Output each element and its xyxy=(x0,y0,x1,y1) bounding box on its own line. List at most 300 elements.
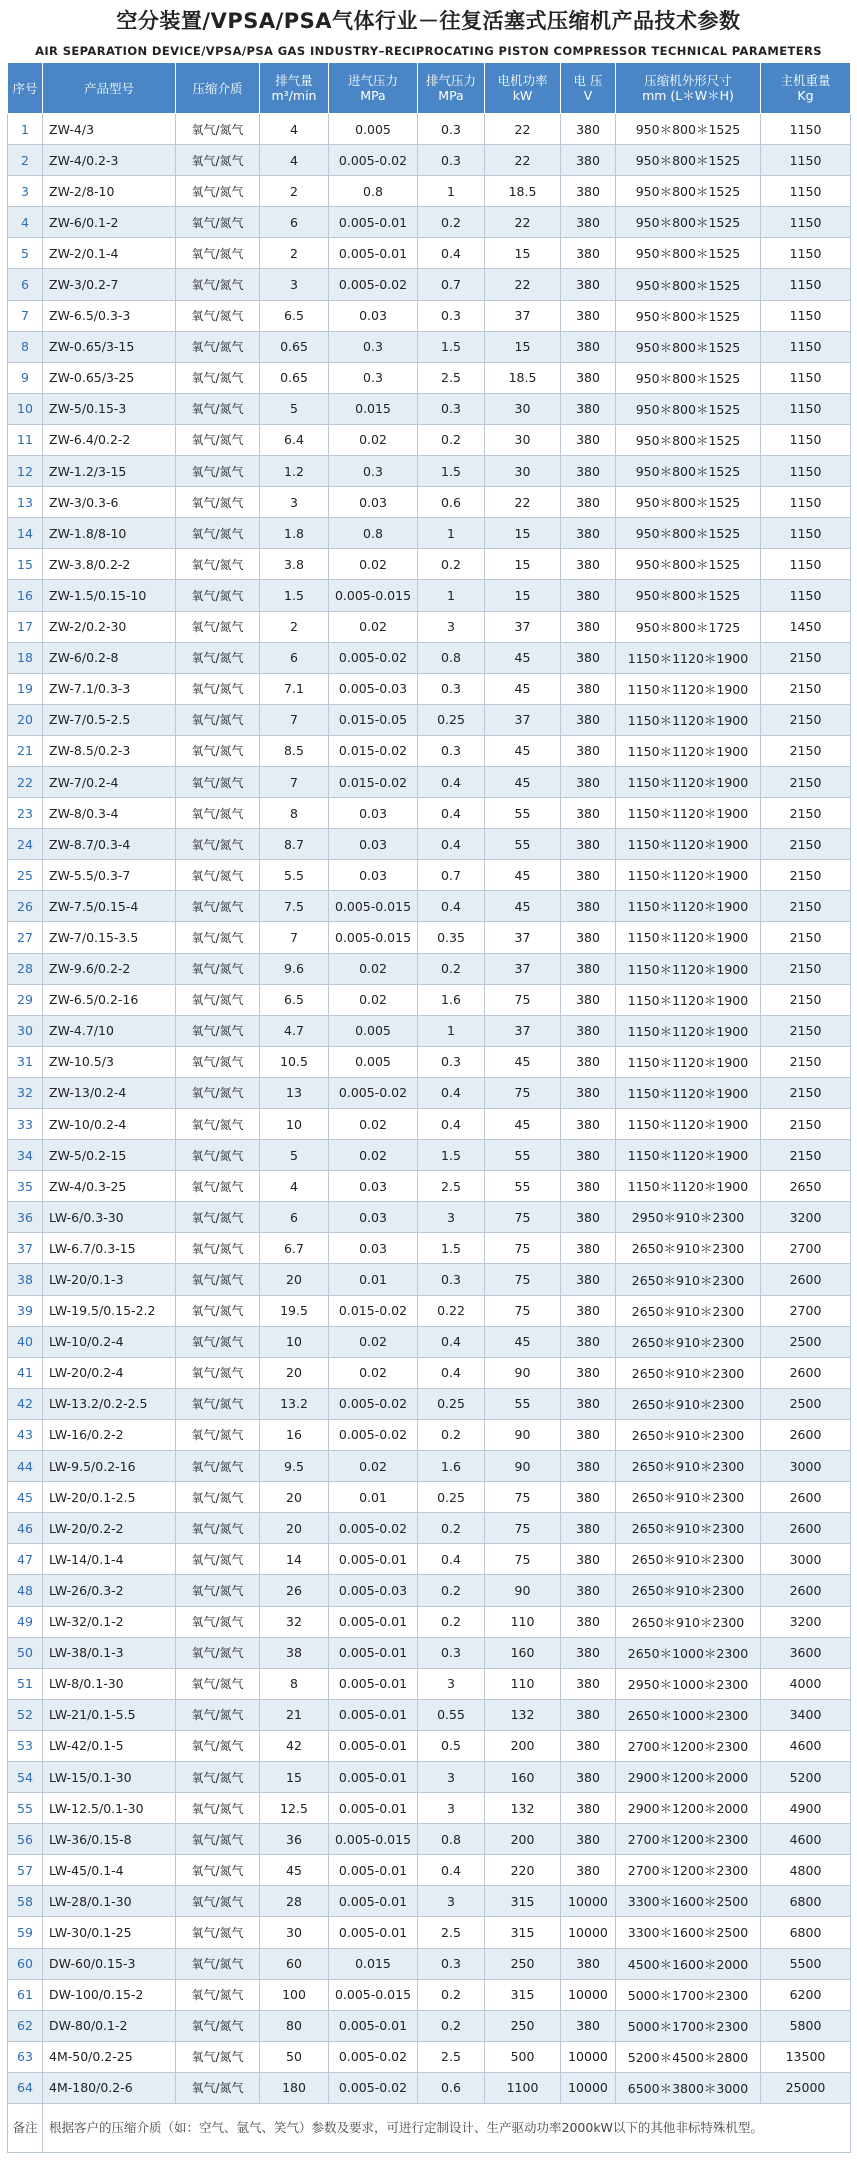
dimensions-cell: 2650＊910＊2300 xyxy=(616,1482,761,1513)
dimensions-cell: 1150＊1120＊1900 xyxy=(616,1140,761,1171)
displacement-cell: 9.5 xyxy=(260,1451,329,1482)
row-index: 11 xyxy=(8,424,43,455)
table-row xyxy=(8,735,851,766)
header-label: 进气压力 xyxy=(347,73,398,88)
voltage-cell: 380 xyxy=(561,984,616,1015)
row-index: 62 xyxy=(8,2010,43,2041)
dimensions-cell: 2700＊1200＊2300 xyxy=(616,1824,761,1855)
header-unit: kW xyxy=(512,88,533,103)
table-row xyxy=(8,704,851,735)
table-row xyxy=(8,860,851,891)
row-index: 63 xyxy=(8,2041,43,2072)
model-cell: ZW-3/0.2-7 xyxy=(43,269,176,300)
table-row xyxy=(8,953,851,984)
displacement-cell: 30 xyxy=(260,1917,329,1948)
motor-power-cell: 220 xyxy=(485,1855,561,1886)
outlet-pressure-cell: 0.2 xyxy=(418,1575,485,1606)
medium-cell: 氧气/氮气 xyxy=(176,766,260,797)
medium-cell: 氧气/氮气 xyxy=(176,114,260,145)
voltage-cell: 380 xyxy=(561,1202,616,1233)
inlet-pressure-cell: 0.015 xyxy=(329,1948,418,1979)
outlet-pressure-cell: 0.4 xyxy=(418,1855,485,1886)
header-label: 电机功率 xyxy=(497,73,548,88)
motor-power-cell: 18.5 xyxy=(485,176,561,207)
medium-cell: 氧气/氮气 xyxy=(176,2041,260,2072)
outlet-pressure-cell: 3 xyxy=(418,1886,485,1917)
weight-cell: 6200 xyxy=(761,1979,851,2010)
medium-cell: 氧气/氮气 xyxy=(176,2072,260,2103)
model-cell: 4M-50/0.2-25 xyxy=(43,2041,176,2072)
displacement-cell: 20 xyxy=(260,1264,329,1295)
inlet-pressure-cell: 0.005-0.02 xyxy=(329,269,418,300)
dimensions-cell: 950＊800＊1525 xyxy=(616,518,761,549)
model-cell: ZW-8.5/0.2-3 xyxy=(43,735,176,766)
row-index: 57 xyxy=(8,1855,43,1886)
displacement-cell: 6 xyxy=(260,642,329,673)
dimensions-cell: 1150＊1120＊1900 xyxy=(616,922,761,953)
medium-cell: 氧气/氮气 xyxy=(176,2010,260,2041)
outlet-pressure-cell: 0.7 xyxy=(418,269,485,300)
voltage-cell: 380 xyxy=(561,1140,616,1171)
medium-cell: 氧气/氮气 xyxy=(176,1761,260,1792)
model-cell: LW-19.5/0.15-2.2 xyxy=(43,1295,176,1326)
medium-cell: 氧气/氮气 xyxy=(176,798,260,829)
medium-cell: 氧气/氮气 xyxy=(176,207,260,238)
table-row xyxy=(8,1544,851,1575)
voltage-cell: 10000 xyxy=(561,1886,616,1917)
outlet-pressure-cell: 0.3 xyxy=(418,735,485,766)
dimensions-cell: 3300＊1600＊2500 xyxy=(616,1886,761,1917)
inlet-pressure-cell: 0.005-0.01 xyxy=(329,1793,418,1824)
outlet-pressure-cell: 0.4 xyxy=(418,238,485,269)
voltage-cell: 380 xyxy=(561,766,616,797)
model-cell: ZW-6.5/0.3-3 xyxy=(43,300,176,331)
table-row xyxy=(8,1824,851,1855)
outlet-pressure-cell: 1 xyxy=(418,1015,485,1046)
inlet-pressure-cell: 0.005-0.01 xyxy=(329,1699,418,1730)
row-index: 59 xyxy=(8,1917,43,1948)
table-row xyxy=(8,1513,851,1544)
medium-cell: 氧气/氮气 xyxy=(176,487,260,518)
model-cell: LW-10/0.2-4 xyxy=(43,1326,176,1357)
voltage-cell: 380 xyxy=(561,1046,616,1077)
outlet-pressure-cell: 0.4 xyxy=(418,766,485,797)
medium-cell: 氧气/氮气 xyxy=(176,1575,260,1606)
displacement-cell: 3 xyxy=(260,269,329,300)
outlet-pressure-cell: 1.5 xyxy=(418,331,485,362)
model-cell: LW-45/0.1-4 xyxy=(43,1855,176,1886)
voltage-cell: 380 xyxy=(561,1482,616,1513)
displacement-cell: 3 xyxy=(260,487,329,518)
table-row xyxy=(8,1979,851,2010)
motor-power-cell: 75 xyxy=(485,1482,561,1513)
dimensions-cell: 1150＊1120＊1900 xyxy=(616,704,761,735)
motor-power-cell: 22 xyxy=(485,114,561,145)
inlet-pressure-cell: 0.03 xyxy=(329,300,418,331)
inlet-pressure-cell: 0.02 xyxy=(329,424,418,455)
outlet-pressure-cell: 0.8 xyxy=(418,642,485,673)
voltage-cell: 10000 xyxy=(561,2072,616,2103)
model-cell: ZW-1.5/0.15-10 xyxy=(43,580,176,611)
outlet-pressure-cell: 0.7 xyxy=(418,860,485,891)
displacement-cell: 14 xyxy=(260,1544,329,1575)
model-cell: ZW-6/0.1-2 xyxy=(43,207,176,238)
inlet-pressure-cell: 0.005-0.02 xyxy=(329,1513,418,1544)
weight-cell: 4600 xyxy=(761,1824,851,1855)
model-cell: ZW-7.5/0.15-4 xyxy=(43,891,176,922)
motor-power-cell: 55 xyxy=(485,1388,561,1419)
model-cell: ZW-9.6/0.2-2 xyxy=(43,953,176,984)
model-cell: LW-14/0.1-4 xyxy=(43,1544,176,1575)
inlet-pressure-cell: 0.02 xyxy=(329,1357,418,1388)
inlet-pressure-cell: 0.005-0.02 xyxy=(329,2072,418,2103)
inlet-pressure-cell: 0.005-0.02 xyxy=(329,1388,418,1419)
model-cell: LW-12.5/0.1-30 xyxy=(43,1793,176,1824)
row-index: 38 xyxy=(8,1264,43,1295)
row-index: 48 xyxy=(8,1575,43,1606)
outlet-pressure-cell: 2.5 xyxy=(418,1917,485,1948)
displacement-cell: 9.6 xyxy=(260,953,329,984)
table-row xyxy=(8,1326,851,1357)
medium-cell: 氧气/氮气 xyxy=(176,300,260,331)
medium-cell: 氧气/氮气 xyxy=(176,549,260,580)
motor-power-cell: 75 xyxy=(485,1295,561,1326)
header-unit: mm (L＊W＊H) xyxy=(642,88,734,103)
weight-cell: 3000 xyxy=(761,1544,851,1575)
table-row xyxy=(8,2010,851,2041)
table-row xyxy=(8,207,851,238)
row-index: 22 xyxy=(8,766,43,797)
motor-power-cell: 250 xyxy=(485,1948,561,1979)
displacement-cell: 3.8 xyxy=(260,549,329,580)
model-cell: ZW-1.8/8-10 xyxy=(43,518,176,549)
medium-cell: 氧气/氮气 xyxy=(176,1171,260,1202)
displacement-cell: 7 xyxy=(260,922,329,953)
dimensions-cell: 2650＊910＊2300 xyxy=(616,1388,761,1419)
note-text: 根据客户的压缩介质（如：空气、氩气、笑气）参数及要求，可进行定制设计、生产驱动功率2000kW以下的其他非标特殊机型。 xyxy=(43,2104,851,2153)
inlet-pressure-cell: 0.02 xyxy=(329,1451,418,1482)
row-index: 36 xyxy=(8,1202,43,1233)
inlet-pressure-cell: 0.015 xyxy=(329,393,418,424)
dimensions-cell: 4500＊1600＊2000 xyxy=(616,1948,761,1979)
motor-power-cell: 15 xyxy=(485,331,561,362)
table-body xyxy=(8,114,851,2153)
model-cell: ZW-4.7/10 xyxy=(43,1015,176,1046)
medium-cell: 氧气/氮气 xyxy=(176,269,260,300)
dimensions-cell: 950＊800＊1525 xyxy=(616,238,761,269)
outlet-pressure-cell: 0.55 xyxy=(418,1699,485,1730)
row-index: 49 xyxy=(8,1606,43,1637)
header-label: 压缩介质 xyxy=(192,80,243,96)
weight-cell: 1150 xyxy=(761,238,851,269)
weight-cell: 4900 xyxy=(761,1793,851,1824)
table-row xyxy=(8,1077,851,1108)
motor-power-cell: 315 xyxy=(485,1917,561,1948)
table-row xyxy=(8,1140,851,1171)
outlet-pressure-cell: 1.6 xyxy=(418,984,485,1015)
dimensions-cell: 950＊800＊1525 xyxy=(616,207,761,238)
model-cell: LW-26/0.3-2 xyxy=(43,1575,176,1606)
voltage-cell: 380 xyxy=(561,891,616,922)
inlet-pressure-cell: 0.03 xyxy=(329,798,418,829)
col-motor-power-header xyxy=(485,63,561,114)
model-cell: ZW-4/0.2-3 xyxy=(43,145,176,176)
medium-cell: 氧气/氮气 xyxy=(176,456,260,487)
voltage-cell: 380 xyxy=(561,1761,616,1792)
inlet-pressure-cell: 0.005 xyxy=(329,1046,418,1077)
model-cell: ZW-10/0.2-4 xyxy=(43,1109,176,1140)
col-dimensions-header xyxy=(616,63,761,114)
voltage-cell: 380 xyxy=(561,735,616,766)
motor-power-cell: 22 xyxy=(485,269,561,300)
medium-cell: 氧气/氮气 xyxy=(176,238,260,269)
voltage-cell: 380 xyxy=(561,300,616,331)
weight-cell: 2650 xyxy=(761,1171,851,1202)
outlet-pressure-cell: 0.2 xyxy=(418,207,485,238)
table-row xyxy=(8,673,851,704)
table-row xyxy=(8,1419,851,1450)
inlet-pressure-cell: 0.02 xyxy=(329,984,418,1015)
weight-cell: 5200 xyxy=(761,1761,851,1792)
row-index: 58 xyxy=(8,1886,43,1917)
model-cell: LW-20/0.1-3 xyxy=(43,1264,176,1295)
motor-power-cell: 160 xyxy=(485,1761,561,1792)
dimensions-cell: 2650＊910＊2300 xyxy=(616,1544,761,1575)
dimensions-cell: 2650＊910＊2300 xyxy=(616,1451,761,1482)
outlet-pressure-cell: 0.4 xyxy=(418,891,485,922)
weight-cell: 1150 xyxy=(761,549,851,580)
motor-power-cell: 37 xyxy=(485,1015,561,1046)
dimensions-cell: 2700＊1200＊2300 xyxy=(616,1855,761,1886)
voltage-cell: 380 xyxy=(561,611,616,642)
weight-cell: 2150 xyxy=(761,735,851,766)
dimensions-cell: 950＊800＊1525 xyxy=(616,549,761,580)
table-header xyxy=(8,63,851,114)
weight-cell: 2700 xyxy=(761,1295,851,1326)
inlet-pressure-cell: 0.005-0.01 xyxy=(329,1544,418,1575)
header-unit: MPa xyxy=(360,88,386,103)
voltage-cell: 380 xyxy=(561,1637,616,1668)
col-weight-header xyxy=(761,63,851,114)
displacement-cell: 100 xyxy=(260,1979,329,2010)
motor-power-cell: 200 xyxy=(485,1824,561,1855)
voltage-cell: 380 xyxy=(561,487,616,518)
inlet-pressure-cell: 0.005-0.01 xyxy=(329,1668,418,1699)
motor-power-cell: 110 xyxy=(485,1668,561,1699)
outlet-pressure-cell: 1 xyxy=(418,580,485,611)
inlet-pressure-cell: 0.005 xyxy=(329,114,418,145)
col-voltage-header xyxy=(561,63,616,114)
motor-power-cell: 15 xyxy=(485,238,561,269)
dimensions-cell: 1150＊1120＊1900 xyxy=(616,984,761,1015)
model-cell: ZW-6/0.2-8 xyxy=(43,642,176,673)
table-row xyxy=(8,1948,851,1979)
voltage-cell: 380 xyxy=(561,673,616,704)
row-index: 55 xyxy=(8,1793,43,1824)
row-index: 44 xyxy=(8,1451,43,1482)
dimensions-cell: 1150＊1120＊1900 xyxy=(616,1046,761,1077)
inlet-pressure-cell: 0.03 xyxy=(329,860,418,891)
model-cell: LW-6.7/0.3-15 xyxy=(43,1233,176,1264)
weight-cell: 2150 xyxy=(761,673,851,704)
model-cell: ZW-2/8-10 xyxy=(43,176,176,207)
medium-cell: 氧气/氮气 xyxy=(176,1855,260,1886)
motor-power-cell: 37 xyxy=(485,953,561,984)
dimensions-cell: 2700＊1200＊2300 xyxy=(616,1730,761,1761)
model-cell: LW-9.5/0.2-16 xyxy=(43,1451,176,1482)
outlet-pressure-cell: 2.5 xyxy=(418,362,485,393)
displacement-cell: 6 xyxy=(260,207,329,238)
voltage-cell: 380 xyxy=(561,829,616,860)
weight-cell: 2500 xyxy=(761,1326,851,1357)
weight-cell: 1150 xyxy=(761,362,851,393)
dimensions-cell: 1150＊1120＊1900 xyxy=(616,1171,761,1202)
inlet-pressure-cell: 0.005-0.015 xyxy=(329,1824,418,1855)
table-row xyxy=(8,1917,851,1948)
voltage-cell: 380 xyxy=(561,1357,616,1388)
col-model-header xyxy=(43,63,176,114)
row-index: 61 xyxy=(8,1979,43,2010)
motor-power-cell: 75 xyxy=(485,1544,561,1575)
displacement-cell: 4 xyxy=(260,114,329,145)
displacement-cell: 10 xyxy=(260,1109,329,1140)
model-cell: ZW-0.65/3-15 xyxy=(43,331,176,362)
weight-cell: 5500 xyxy=(761,1948,851,1979)
weight-cell: 6800 xyxy=(761,1886,851,1917)
table-row xyxy=(8,611,851,642)
model-cell: LW-8/0.1-30 xyxy=(43,1668,176,1699)
row-index: 9 xyxy=(8,362,43,393)
displacement-cell: 26 xyxy=(260,1575,329,1606)
table-row xyxy=(8,269,851,300)
model-cell: ZW-7/0.5-2.5 xyxy=(43,704,176,735)
row-index: 52 xyxy=(8,1699,43,1730)
header-label: 排气量 xyxy=(275,73,313,88)
weight-cell: 2600 xyxy=(761,1482,851,1513)
motor-power-cell: 22 xyxy=(485,487,561,518)
dimensions-cell: 2650＊910＊2300 xyxy=(616,1295,761,1326)
weight-cell: 2150 xyxy=(761,1077,851,1108)
displacement-cell: 4.7 xyxy=(260,1015,329,1046)
inlet-pressure-cell: 0.005-0.01 xyxy=(329,1637,418,1668)
table-row xyxy=(8,1606,851,1637)
row-index: 7 xyxy=(8,300,43,331)
dimensions-cell: 950＊800＊1525 xyxy=(616,456,761,487)
outlet-pressure-cell: 0.4 xyxy=(418,829,485,860)
medium-cell: 氧气/氮气 xyxy=(176,331,260,362)
row-index: 31 xyxy=(8,1046,43,1077)
weight-cell: 1150 xyxy=(761,424,851,455)
displacement-cell: 20 xyxy=(260,1482,329,1513)
inlet-pressure-cell: 0.005 xyxy=(329,1015,418,1046)
weight-cell: 3400 xyxy=(761,1699,851,1730)
dimensions-cell: 1150＊1120＊1900 xyxy=(616,766,761,797)
table-row xyxy=(8,1637,851,1668)
model-cell: DW-80/0.1-2 xyxy=(43,2010,176,2041)
medium-cell: 氧气/氮气 xyxy=(176,891,260,922)
motor-power-cell: 315 xyxy=(485,1979,561,2010)
row-index: 17 xyxy=(8,611,43,642)
motor-power-cell: 160 xyxy=(485,1637,561,1668)
voltage-cell: 380 xyxy=(561,145,616,176)
col-displacement-header xyxy=(260,63,329,114)
weight-cell: 4000 xyxy=(761,1668,851,1699)
header-label: 压缩机外形尺寸 xyxy=(644,73,732,88)
row-index: 41 xyxy=(8,1357,43,1388)
voltage-cell: 380 xyxy=(561,922,616,953)
displacement-cell: 1.2 xyxy=(260,456,329,487)
inlet-pressure-cell: 0.3 xyxy=(329,331,418,362)
weight-cell: 6800 xyxy=(761,1917,851,1948)
medium-cell: 氧气/氮气 xyxy=(176,1077,260,1108)
row-index: 15 xyxy=(8,549,43,580)
motor-power-cell: 15 xyxy=(485,549,561,580)
inlet-pressure-cell: 0.005-0.01 xyxy=(329,238,418,269)
table-row xyxy=(8,984,851,1015)
inlet-pressure-cell: 0.01 xyxy=(329,1482,418,1513)
model-cell: LW-32/0.1-2 xyxy=(43,1606,176,1637)
medium-cell: 氧气/氮气 xyxy=(176,518,260,549)
voltage-cell: 380 xyxy=(561,642,616,673)
dimensions-cell: 2650＊910＊2300 xyxy=(616,1575,761,1606)
dimensions-cell: 1150＊1120＊1900 xyxy=(616,642,761,673)
motor-power-cell: 45 xyxy=(485,673,561,704)
displacement-cell: 7 xyxy=(260,766,329,797)
motor-power-cell: 15 xyxy=(485,580,561,611)
displacement-cell: 2 xyxy=(260,238,329,269)
voltage-cell: 380 xyxy=(561,114,616,145)
medium-cell: 氧气/氮气 xyxy=(176,1264,260,1295)
medium-cell: 氧气/氮气 xyxy=(176,1979,260,2010)
table-row xyxy=(8,1699,851,1730)
outlet-pressure-cell: 3 xyxy=(418,611,485,642)
motor-power-cell: 90 xyxy=(485,1451,561,1482)
dimensions-cell: 950＊800＊1525 xyxy=(616,487,761,518)
outlet-pressure-cell: 0.22 xyxy=(418,1295,485,1326)
medium-cell: 氧气/氮气 xyxy=(176,1202,260,1233)
inlet-pressure-cell: 0.02 xyxy=(329,549,418,580)
table-row xyxy=(8,238,851,269)
outlet-pressure-cell: 0.2 xyxy=(418,424,485,455)
medium-cell: 氧气/氮气 xyxy=(176,1482,260,1513)
header-unit: V xyxy=(583,88,593,103)
weight-cell: 1150 xyxy=(761,580,851,611)
motor-power-cell: 15 xyxy=(485,518,561,549)
medium-cell: 氧气/氮气 xyxy=(176,984,260,1015)
motor-power-cell: 37 xyxy=(485,300,561,331)
weight-cell: 3000 xyxy=(761,1451,851,1482)
outlet-pressure-cell: 0.2 xyxy=(418,549,485,580)
table-row xyxy=(8,1357,851,1388)
row-index: 45 xyxy=(8,1482,43,1513)
motor-power-cell: 75 xyxy=(485,1202,561,1233)
voltage-cell: 380 xyxy=(561,2010,616,2041)
table-row xyxy=(8,145,851,176)
displacement-cell: 180 xyxy=(260,2072,329,2103)
weight-cell: 1150 xyxy=(761,269,851,300)
medium-cell: 氧气/氮气 xyxy=(176,1917,260,1948)
dimensions-cell: 950＊800＊1525 xyxy=(616,393,761,424)
outlet-pressure-cell: 3 xyxy=(418,1668,485,1699)
motor-power-cell: 110 xyxy=(485,1606,561,1637)
medium-cell: 氧气/氮气 xyxy=(176,829,260,860)
model-cell: ZW-4/0.3-25 xyxy=(43,1171,176,1202)
motor-power-cell: 45 xyxy=(485,1326,561,1357)
row-index: 53 xyxy=(8,1730,43,1761)
model-cell: DW-100/0.15-2 xyxy=(43,1979,176,2010)
weight-cell: 13500 xyxy=(761,2041,851,2072)
col-inlet-pressure-header xyxy=(329,63,418,114)
